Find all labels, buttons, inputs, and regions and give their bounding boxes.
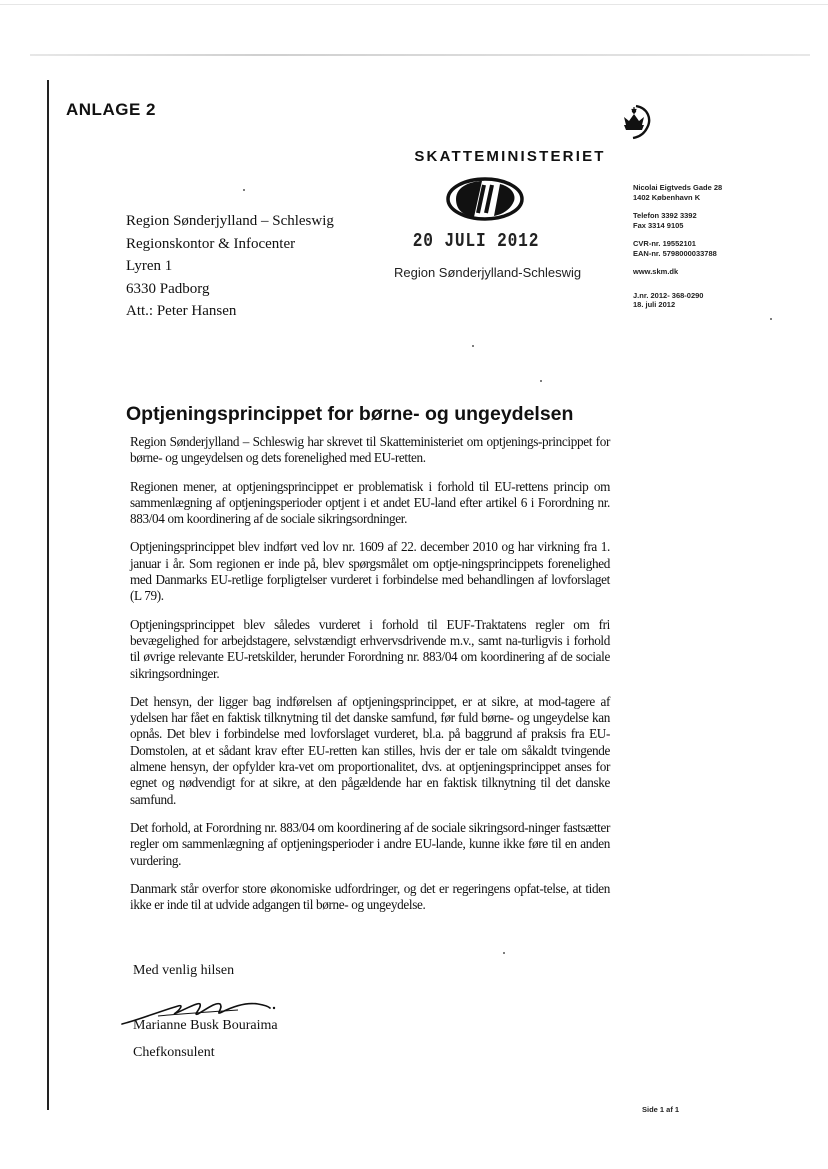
scan-speck [243,189,245,191]
received-stamp [386,175,592,290]
recipient-line-5: Att.: Peter Hansen [126,303,237,319]
signer-title: Chefkonsulent [133,1045,215,1060]
ministry-name: SKATTEMINISTERIET [414,148,606,165]
scan-edge-line [0,4,828,5]
sender-ean: EAN-nr. 5798000033788 [633,248,717,258]
scan-speck [540,380,542,382]
recipient-address [126,210,334,323]
body-paragraph: Optjeningsprincippet blev således vurderet i forhold til EUF-Traktatens regler om fri bevægelighed for arbejdstagere, selvstændigt erhvervsdrivende m.v., samt na-turligvis i forhold til øvrige relevante EU-retskilder, herunder Forordning nr. 883/04 om koordinering af de sociale sikringsordninger. [130,616,610,681]
sender-phone: Telefon 3392 3392 [633,211,697,220]
scan-artifact-line [30,54,810,56]
page-number: Side 1 af 1 [642,1105,680,1114]
annex-label: ANLAGE 2 [66,100,156,119]
body-paragraph: Regionen mener, at optjeningsprincippet er problematisk i forhold til EU-rettens princip om sammenlægning af optjeningsperioder optjent i et andet EU-land efter artikel 6 i Forordning nr. 883/04 om koordinering af de sociale sikringsordninger. [130,478,610,527]
stamp-date: 20 JULI 2012 [412,230,540,252]
stamp-logo-icon [444,175,526,223]
scan-speck [472,345,474,347]
signer-name: Marianne Busk Bouraima [133,1018,278,1033]
recipient-line-3: Lyren 1 [126,258,173,274]
sender-web: www.skm.dk [633,267,679,276]
sender-address-1: Nicolai Eigtveds Gade 28 [633,183,723,192]
body-paragraph: Danmark står overfor store økonomiske udfordringer, og det er regeringens opfat-telse, at tiden ikke er inde til at udvide adgangen til børne- og ungeydelse. [130,880,610,913]
sender-date: 18. juli 2012 [633,300,676,309]
stamp-organization: Region Sønderjylland-Schleswig [394,265,582,280]
closing-greeting: Med venlig hilsen [133,963,235,978]
sender-fax: Fax 3314 9105 [633,220,684,230]
sender-address-2: 1402 København K [633,192,701,202]
recipient-line-1: Region Sønderjylland – Schleswig [126,213,334,229]
crown-logo-icon [614,103,654,143]
body-paragraph: Optjeningsprincippet blev indført ved lov nr. 1609 af 22. december 2010 og har virkning fra 1. januar i år. Som regionen er inde på, blev spørgsmålet om optje-ningsprincippets forenelighed med Danmarks EU-retlige forpligtelser vurderet i forbindelse med behandlingen af lovforslaget (L 79). [130,539,610,604]
letter-body [130,434,610,925]
letter-subject: Optjeningsprincippet for børne- og ungeydelsen [126,403,574,425]
body-paragraph: Det forhold, at Forordning nr. 883/04 om koordinering af de sociale sikringsord-ninger fastsætter regler om sammenlægning af optjeningsperioder i andre EU-lande, kunne ikke føre til en anden vurdering. [130,819,610,868]
margin-rule [47,80,49,1110]
scan-speck [770,318,772,320]
scan-speck [503,952,505,954]
sender-info [633,183,722,310]
body-paragraph: Det hensyn, der ligger bag indførelsen af optjeningsprincippet, er at sikre, at mod-tagere af ydelsen har fået en faktisk tilknytning til det danske samfund, før fuld børne- og ungeydelse kan opnås. Det blev i forbindelse med lovforslaget vurderet, bl.a. på baggrund af praksis fra EU-Domstolen, at et sådant krav efter EU-retten kan stilles, hvis der er tale om såkaldt tvingende almene hensyn, der opfylder kra-vet om proportionalitet, dvs. at optjeningsprincippet anses for egnet og nødvendigt for at sikre, at den pågældende har en faktisk tilknytning til det danske samfund. [130,693,610,807]
recipient-line-4: 6330 Padborg [126,280,210,297]
sender-cvr: CVR-nr. 19552101 [633,239,696,248]
sender-journal: J.nr. 2012- 368-0290 [633,290,704,300]
body-paragraph: Region Sønderjylland – Schleswig har skrevet til Skatteministeriet om optjenings-princippet for børne- og ungeydelsen og dets forenelighed med EU-retten. [130,434,610,466]
recipient-line-2: Regionskontor & Infocenter [126,235,296,252]
